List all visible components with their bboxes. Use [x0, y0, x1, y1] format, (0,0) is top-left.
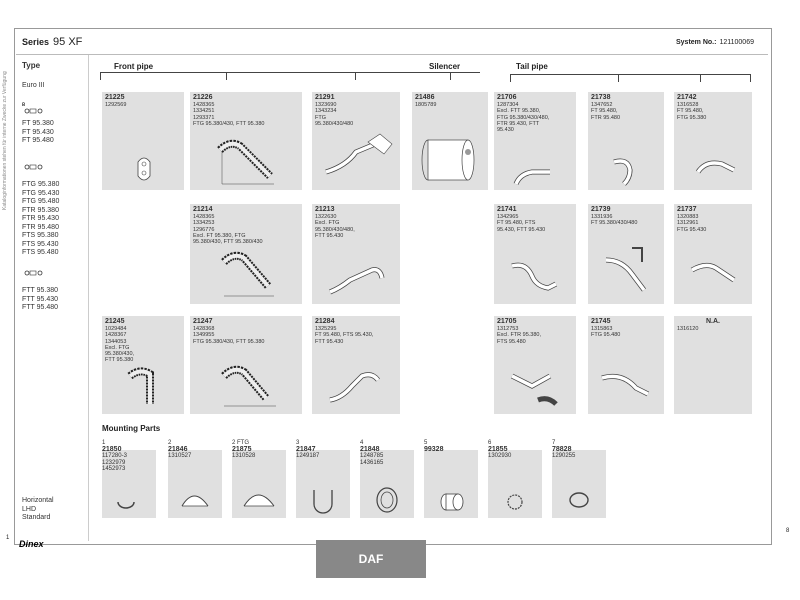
ref-line: FT 95.480, FTS 95.430, [315, 332, 374, 339]
mounting-part-cell[interactable] [488, 440, 544, 520]
mounting-part-text [552, 440, 608, 460]
ref-line: 1029484 [105, 326, 127, 332]
u-bolt-drawing [296, 450, 350, 518]
part-number: 21737 [677, 206, 697, 213]
v-clamp-drawing [232, 450, 286, 518]
ref-line: 117280-3 [102, 453, 127, 459]
system-label: System No.: [676, 39, 717, 46]
series-label: Series [22, 37, 50, 47]
part-number: 21284 [315, 318, 335, 325]
part-number: 21705 [497, 318, 517, 325]
part-number: 21247 [193, 318, 213, 325]
part-cell[interactable] [588, 92, 664, 190]
part-number: 21245 [105, 318, 125, 325]
part-number: 21745 [591, 318, 611, 325]
ref-line: FTG 95.430 [677, 226, 707, 233]
part-cell[interactable] [588, 204, 664, 304]
ref-line: 1436165 [360, 459, 384, 466]
series-value: 95 XF [53, 36, 83, 48]
v-clamp-drawing [168, 450, 222, 518]
mounting-part-cell[interactable] [360, 440, 416, 520]
type-item: FT 95.380 [22, 120, 54, 127]
ref-line: 1310528 [232, 453, 256, 459]
ref-line: FT 95.480, [677, 108, 704, 115]
mounting-part-text [102, 440, 158, 473]
ref-line: FT 95.480, FTS [497, 220, 536, 227]
bracket-tick [355, 72, 356, 80]
part-cell[interactable] [674, 316, 752, 414]
part-cell[interactable] [312, 316, 400, 414]
series-heading [22, 36, 82, 48]
ref-line: 95.380/430, [105, 351, 135, 358]
ref-line: FTG 95.380 [677, 114, 707, 121]
mounting-part-cell[interactable] [552, 440, 608, 520]
ref-line: 1347652 [591, 102, 613, 108]
mounting-index: 2 FTG [232, 440, 250, 446]
type-group-3 [22, 287, 58, 313]
ref-line: FTG 95.380/430/480, [497, 114, 550, 121]
ref-line: FTS 95.480 [497, 338, 526, 345]
euro-label: Euro III [22, 82, 45, 89]
part-cell[interactable] [102, 92, 184, 190]
ref-line: 95.380/430, FTT 95.380/430 [193, 239, 263, 246]
part-cell[interactable] [412, 92, 488, 190]
type-item: FTT 95.380 [22, 287, 59, 294]
part-cell[interactable] [102, 316, 184, 414]
brand-tab[interactable]: DAF [316, 540, 426, 578]
svg-text:ʙ: ʙ [22, 102, 26, 108]
page-number-right: 8 [786, 528, 790, 534]
ref-line: 1296776 [193, 226, 215, 233]
type-item: FTG 95.480 [22, 198, 60, 205]
page-number-left: 1 [6, 535, 10, 541]
part-number: 99328 [424, 445, 444, 453]
drive-side-label: LHD [22, 505, 37, 513]
mounting-part-cell[interactable] [232, 440, 288, 520]
ref-line: 1428365 [193, 102, 215, 108]
ref-line: FTG 95.480 [591, 332, 621, 339]
part-number: 21855 [488, 445, 508, 453]
silencer-heading: Silencer [429, 62, 461, 71]
ring-drawing [488, 450, 542, 518]
ref-line: 1344053 [105, 338, 127, 345]
ref-line: FTR 95.430, FTT [497, 120, 540, 127]
ref-line: 1334251 [193, 108, 215, 115]
bracket-tick [450, 72, 451, 80]
ref-line: 1452973 [102, 466, 126, 472]
mounting-index: 2 [168, 440, 172, 446]
type-item: FTS 95.480 [22, 249, 59, 256]
ref-line: FTR 95.480 [591, 114, 621, 121]
side-note: Kataloginformationen stehen für interne Zwecke zur Verfügung [2, 71, 8, 210]
part-cell[interactable] [494, 316, 576, 414]
ref-line: Excl. FTT 95.380, [497, 108, 541, 115]
part-cell[interactable] [494, 92, 576, 190]
part-number: 21486 [415, 94, 435, 101]
part-cell[interactable] [312, 92, 400, 190]
header-divider [16, 54, 768, 55]
mounting-part-text [168, 440, 224, 460]
ref-line: 1342965 [497, 214, 519, 220]
type-group-1 [22, 120, 54, 146]
mounting-index: 6 [488, 440, 492, 446]
ref-line: 1248785 [360, 453, 384, 459]
front-pipe-bracket [100, 72, 480, 73]
ref-line: FTT 95.430 [315, 232, 344, 239]
front-pipe-heading: Front pipe [114, 62, 154, 71]
mounting-index: 5 [424, 440, 428, 446]
mounting-index: 1 [102, 440, 106, 446]
ref-line: 1331936 [591, 214, 613, 220]
part-number: 21846 [168, 445, 188, 453]
type-item: FTR 95.430 [22, 215, 59, 222]
mounting-index: 7 [552, 440, 556, 446]
axle-config-icon [22, 156, 46, 170]
part-cell[interactable] [190, 92, 302, 190]
ref-line: 1287304 [497, 102, 519, 108]
type-item: FTS 95.380 [22, 232, 59, 239]
type-label: Type [22, 61, 41, 70]
mounting-part-text [424, 440, 480, 453]
config-footer [22, 497, 54, 523]
band-clamp-drawing [552, 450, 606, 518]
axle-config-icon [22, 262, 46, 276]
part-cell[interactable] [190, 204, 302, 304]
part-cell[interactable] [674, 204, 752, 304]
ref-line: FT 95.380/430/480 [591, 220, 638, 227]
mounting-part-text [232, 440, 288, 460]
type-item: FTR 95.480 [22, 223, 59, 231]
ref-line: 1310527 [168, 453, 192, 459]
part-number: 21291 [315, 94, 335, 101]
mounting-index: 4 [360, 440, 364, 446]
system-value: 121100069 [719, 39, 754, 46]
type-item: FTG 95.380 [22, 181, 60, 188]
ref-line: 1316120 [677, 326, 699, 332]
ref-line: 1805789 [415, 102, 437, 108]
ref-line: 1312753 [497, 326, 519, 332]
version-label: Standard [22, 514, 51, 521]
part-number: 78828 [552, 445, 572, 453]
bracket-tick [618, 74, 619, 82]
part-number: 21213 [315, 206, 335, 213]
ref-line: 95.430, FTT 95.430 [497, 226, 546, 233]
ref-line: FTT 95.430 [315, 338, 344, 345]
ref-line: FTG 95.380/430, FTT 95.380 [193, 120, 265, 127]
ref-line: 1302930 [488, 453, 512, 459]
ref-line: 1232979 [102, 459, 126, 466]
ref-line: 1320883 [677, 214, 699, 220]
part-cell[interactable] [190, 316, 302, 414]
mounting-part-cell[interactable] [296, 440, 352, 520]
ref-line: Excl. FT 95.380, FTG [193, 232, 246, 239]
part-number: 21706 [497, 94, 517, 101]
part-cell[interactable] [312, 204, 400, 304]
tail-pipe-heading: Tail pipe [516, 62, 548, 71]
bracket-tick [100, 72, 101, 80]
ref-line: FTT 95.380 [105, 357, 134, 364]
bracket-tick [510, 74, 511, 82]
ref-line: 1428367 [105, 332, 127, 339]
sleeve-drawing [424, 450, 478, 518]
part-number: 21848 [360, 445, 380, 453]
part-number: N.A. [706, 318, 720, 325]
part-number: 21742 [677, 94, 697, 101]
bracket-tick [700, 74, 701, 82]
ref-line: 1334253 [193, 220, 215, 227]
axle-config-icon [22, 100, 46, 114]
ref-line: Excl. FTG [315, 220, 340, 227]
part-number: 21226 [193, 94, 213, 101]
system-number [676, 39, 754, 46]
part-number: 21225 [105, 94, 125, 101]
svg-text:Dinex: Dinex [19, 539, 44, 549]
type-item: FTT 95.480 [22, 304, 59, 311]
ref-line: 1249187 [296, 453, 320, 459]
ref-line: 1428365 [193, 214, 215, 220]
ref-line: 95.430 [497, 127, 514, 134]
ref-line: 95.380/430/480 [315, 120, 354, 127]
part-number: 21741 [497, 206, 517, 213]
tail-pipe-bracket [510, 74, 750, 75]
dinex-logo [18, 536, 46, 550]
ref-line: FTG [315, 114, 326, 121]
ref-line: 1293371 [193, 114, 215, 121]
mounting-part-text [360, 440, 416, 466]
ref-line: 1325295 [315, 326, 337, 332]
type-item: FT 95.430 [22, 128, 54, 136]
mounting-index: 3 [296, 440, 300, 446]
bracket-tick [226, 72, 227, 80]
mounting-part-text [488, 440, 544, 460]
ref-line: 1323690 [315, 102, 337, 108]
ref-line: 1292569 [105, 102, 127, 108]
part-number: 21875 [232, 445, 252, 453]
ref-line: Excl. FTG [105, 344, 130, 351]
ref-line: 1316528 [677, 102, 699, 108]
ref-line: 1349955 [193, 332, 215, 339]
type-item: FTT 95.430 [22, 295, 59, 303]
type-group-2 [22, 181, 59, 258]
bracket-tick [750, 74, 751, 82]
column-divider [88, 55, 89, 541]
ref-line: 1290255 [552, 453, 576, 459]
ref-line: 95.380/430/480, [315, 226, 355, 233]
type-item: FT 95.480 [22, 137, 54, 144]
part-number: 21738 [591, 94, 611, 101]
ref-line: FTG 95.380/430, FTT 95.380 [193, 338, 265, 345]
part-cell[interactable] [674, 92, 752, 190]
part-number: 21214 [193, 206, 213, 213]
mounting-part-text [296, 440, 352, 460]
mounting-part-cell[interactable] [102, 440, 158, 520]
ref-line: 1343234 [315, 108, 337, 115]
ref-line: FT 95.480, [591, 108, 618, 115]
ref-line: 1428368 [193, 326, 215, 332]
part-cell[interactable] [588, 316, 664, 414]
ref-line: 1312961 [677, 220, 699, 227]
type-item: FTG 95.430 [22, 189, 60, 197]
part-number: 21739 [591, 206, 611, 213]
orientation-label: Horizontal [22, 497, 54, 504]
mounting-part-cell[interactable] [424, 440, 480, 520]
part-number: 21847 [296, 445, 316, 453]
part-cell[interactable] [494, 204, 576, 304]
ref-line: Excl. FTR 95.380, [497, 332, 542, 339]
type-item: FTS 95.430 [22, 240, 59, 248]
mounting-part-cell[interactable] [168, 440, 224, 520]
mounting-parts-heading: Mounting Parts [102, 424, 161, 433]
part-number: 21850 [102, 445, 122, 453]
ref-line: 1315863 [591, 326, 613, 332]
type-item: FTR 95.380 [22, 206, 59, 214]
ref-line: 1322630 [315, 214, 337, 220]
